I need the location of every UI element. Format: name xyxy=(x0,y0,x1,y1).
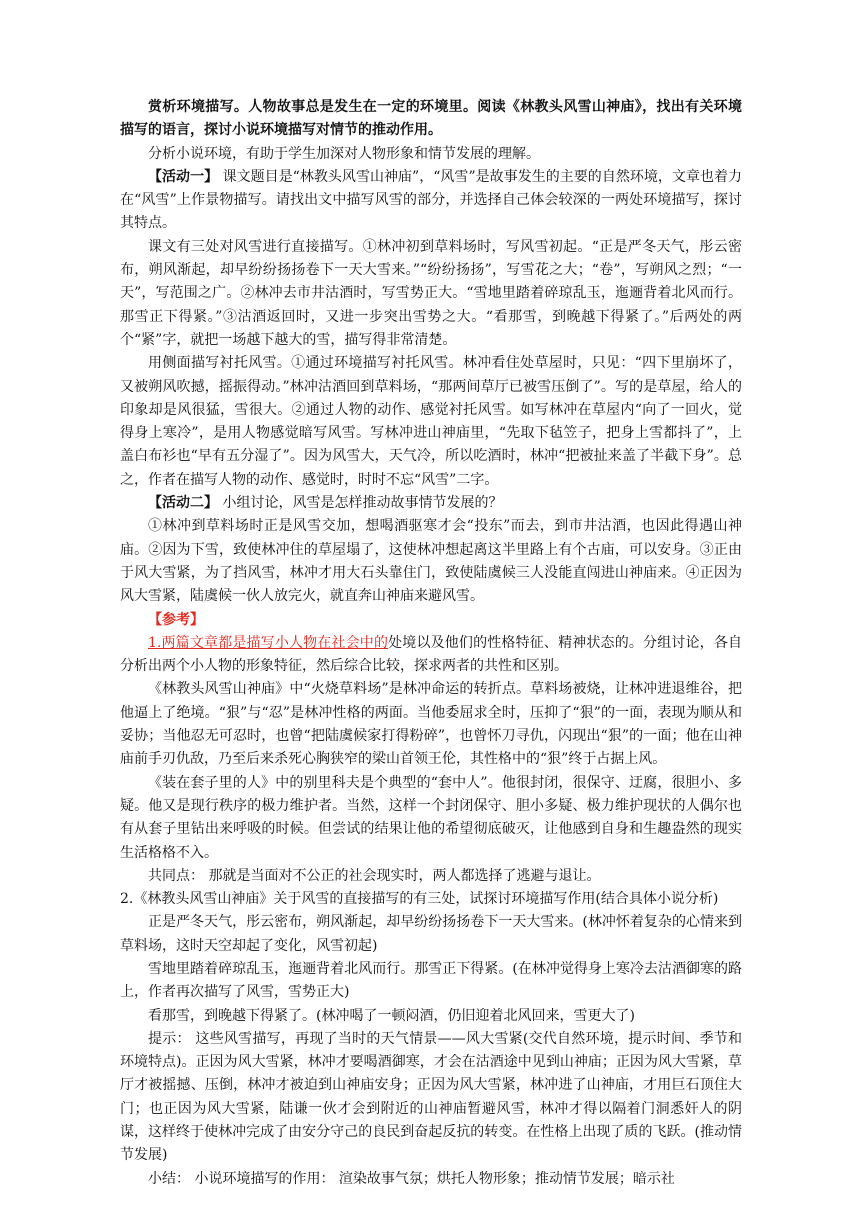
intro-heading: 赏析环境描写。人物故事总是发生在一定的环境里。阅读《林教头风雪山神庙》，找出有关环境描写的语言，探讨小说环境描写对情节的推动作用。 xyxy=(120,99,742,139)
reference-q2-quote2: 雪地里踏着碎琼乱玉，迤逦背着北风而行。那雪正下得紧。(在林冲觉得身上寒冷去沽酒御寒的路上，作者再次描写了风雪，雪势正大) xyxy=(120,960,742,1001)
activity1-label: 【活动一】 xyxy=(148,168,219,185)
reference-summary: 小结： 小说环境描写的作用： 渲染故事气氛；烘托人物形象；推动情节发展；暗示社 xyxy=(148,1170,675,1187)
reference-q2-quote3: 看那雪，到晚越下得紧了。(林冲喝了一顿闷酒，仍旧迎着北风回来，雪更大了) xyxy=(148,1007,635,1024)
document-page xyxy=(120,96,742,1191)
reference-q1 xyxy=(120,632,742,679)
activity1-direct-description: 课文有三处对风雪进行直接描写。①林冲初到草料场时，写风雪初起。“正是严冬天气，彤云密布，朔风渐起，却早纷纷扬扬卷下一天大雪来。”“纷纷扬扬”，写雪花之大；“卷”，写朔风之烈；“一天”，写范围之广。②林冲去市井沽酒时，写雪势正大。“雪地里踏着碎琼乱玉，迤逦背着北风而行。那雪正下得紧。”③沽酒返回时，又进一步突出雪势之大。“看那雪，到晚越下得紧了。”后两处的两个“紧”字，就把一场越下越大的雪，描写得非常清楚。 xyxy=(120,238,742,348)
reference-q1-linchong: 《林教头风雪山神庙》中“火烧草料场”是林冲命运的转折点。草料场被烧，让林冲进退维谷，把他逼上了绝境。“狠”与“忍”是林冲性格的两面。当他委屈求全时，压抑了“狠”的一面，表现为顺从和妥协；当他忍无可忍时，也曾“把陆虞候家打得粉碎”，也曾怀刀寻仇，闪现出“狠”的一面；他在山神庙前手刃仇敌，乃至后来杀死心胸狭窄的梁山首领王伦，其性格中的“狠”终于占据上风。 xyxy=(120,681,742,768)
reference-q2-hint: 提示： 这些风雪描写，再现了当时的天气情景——风大雪紧(交代自然环境，提示时间、季节和环境特点)。正因为风大雪紧，林冲才要喝酒御寒，才会在沽酒途中见到山神庙；正因为风大雪紧，草厅才被摇撼、压倒，林冲才被迫到山神庙安身；正因为风大雪紧，林冲进了山神庙，才用巨石顶住大门；也正因为风大雪紧，陆谦一伙才会到附近的山神庙暂避风雪，林冲才得以隔着门洞悉奸人的阴谋，这样终于使林冲完成了由安分守己的良民到奋起反抗的转变。在性格上出现了质的飞跃。(推动情节发展) xyxy=(120,1030,742,1164)
reference-label: 【参考】 xyxy=(148,611,204,628)
reference-q1-highlight: 1.两篇文章都是描写小人物在社会中的 xyxy=(148,634,389,651)
activity2-label: 【活动二】 xyxy=(148,495,218,512)
activity1-text: 课文题目是“林教头风雪山神庙”，“风雪”是故事发生的主要的自然环境，文章也着力在“风雪”上作景物描写。请找出文中描写风雪的部分，并选择自己体会较深的一两处环境描写，探讨其特点。 xyxy=(120,168,743,232)
activity2-paragraph xyxy=(120,492,742,515)
reference-q2-quote1: 正是严冬天气，彤云密布，朔风渐起，却早纷纷扬扬卷下一天大雪来。(林冲怀着复杂的心情来到草料场，这时天空却起了变化，风雪初起) xyxy=(120,914,742,954)
reference-q1-rest: 处境以及他们的性格特征、精神状态的。分组讨论，各自分析出两个小人物的形象特征，然后综合比较，探求两者的共性和区别。 xyxy=(120,634,743,675)
reference-q1-belikov: 《装在套子里的人》中的别里科夫是个典型的“套中人”。他很封闭，很保守、迂腐，很胆小、多疑。他又是现行秩序的极力维护者。当然，这样一个封闭保守、胆小多疑、极力维护现状的人偶尔也有从套子里钻出来呼吸的时候。但尝试的结果让他的希望彻底破灭，让他感到自身和生趣盎然的现实生活格格不入。 xyxy=(120,774,742,861)
activity1-side-description: 用侧面描写衬托风雪。①通过环境描写衬托风雪。林冲看住处草屋时，只见：“四下里崩坏了，又被朔风吹撼，摇振得动。”林冲沽酒回到草料场，“那两间草厅已被雪压倒了”。写的是草屋，给人的印象却是风很猛，雪很大。②通过人物的动作、感觉衬托风雪。如写林冲在草屋内“向了一回火，觉得身上寒冷”，是用人物感觉暗写风雪。写林冲进山神庙里，“先取下毡笠子，把身上雪都抖了”，上盖白布衫也“早有五分湿了”。因为风雪大，天气冷，所以吃酒时，林冲“把被扯来盖了半截下身”。总之，作者在描写人物的动作、感觉时，时时不忘“风雪”二字。 xyxy=(120,355,742,488)
activity2-answer: ①林冲到草料场时正是风雪交加，想喝酒驱寒才会“投东”而去，到市井沽酒，也因此得遇山神庙。②因为下雪，致使林冲住的草屋塌了，这使林冲想起离这半里路上有个古庙，可以安身。③正由于风大雪紧，为了挡风雪，林冲才用大石头靠住门，致使陆虞候三人没能直闯进山神庙来。④正因为风大雪紧，陆虞候一伙人放完火，就直奔山神庙来避风雪。 xyxy=(120,518,742,605)
reference-q1-common: 共同点： 那就是当面对不公正的社会现实时，两人都选择了逃避与退让。 xyxy=(148,867,601,884)
activity1-paragraph xyxy=(120,166,742,236)
reference-q2: 2.《林教头风雪山神庙》关于风雪的直接描写的有三处，试探讨环境描写作用(结合具体小说分析) xyxy=(120,891,719,908)
intro-note: 分析小说环境，有助于学生加深对人物形象和情节发展的理解。 xyxy=(148,145,540,162)
activity2-text: 小组讨论，风雪是怎样推动故事情节发展的？ xyxy=(218,495,503,512)
